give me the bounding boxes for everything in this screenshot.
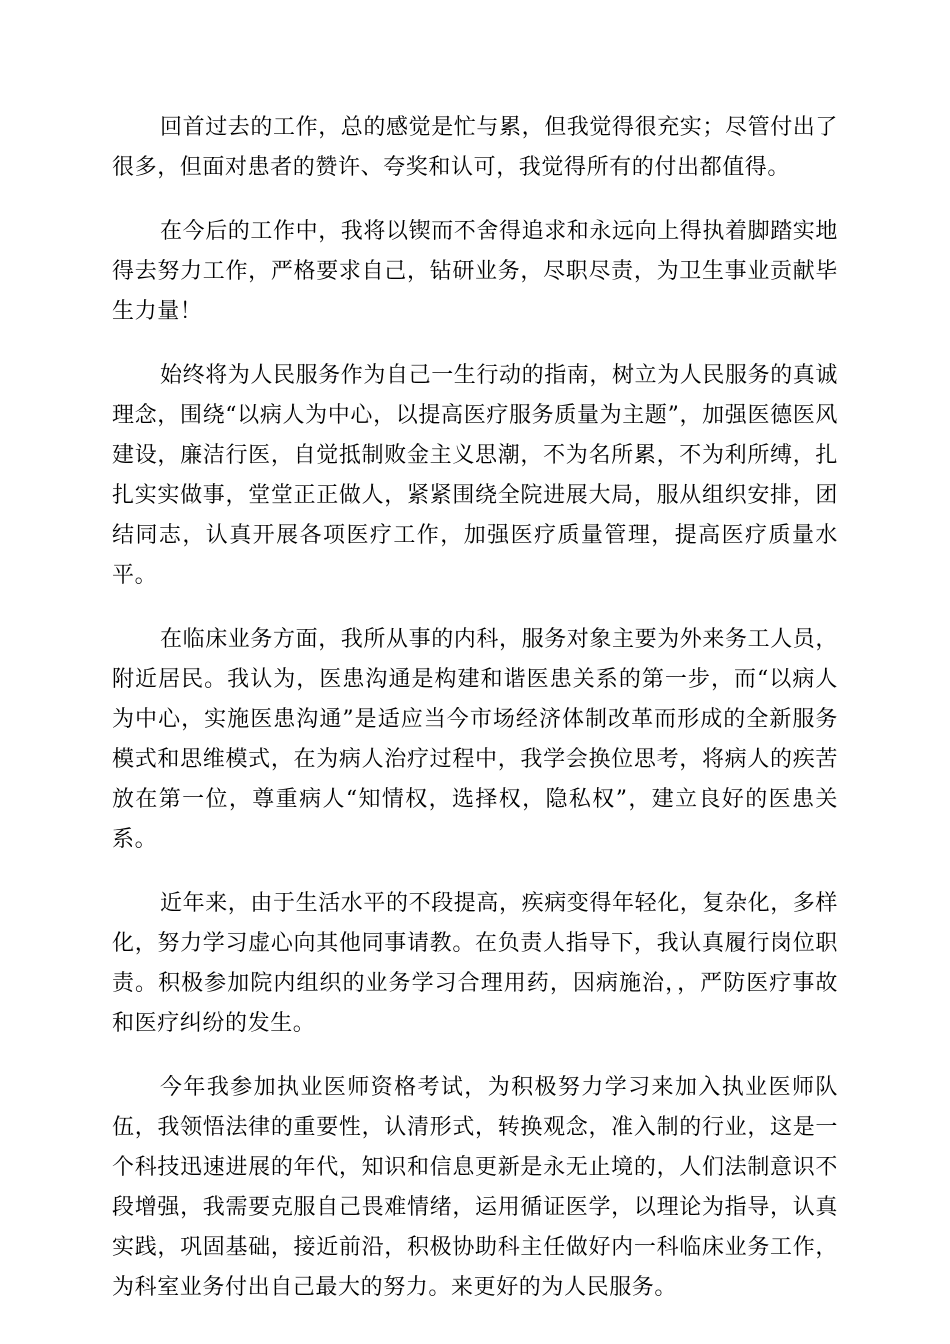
paragraph-4: 在临床业务方面，我所从事的内科，服务对象主要为外来务工人员，附近居民。我认为，医患沟通是构建和谐医患关系的第一步，而“以病人为中心，实施医患沟通”是适应当今市场经济体制改革而形成的全新服务模式和思维模式，在为病人治疗过程中，我学会换位思考，将病人的疾苦放在第一位，尊重病人“知情权，选择权，隐私权”，建立良好的医患关系。 [112,627,839,852]
paragraph-1: 回首过去的工作，总的感觉是忙与累，但我觉得很充实；尽管付出了很多，但面对患者的赞许、夸奖和认可，我觉得所有的付出都值得。 [112,115,839,180]
paragraph-6: 今年我参加执业医师资格考试，为积极努力学习来加入执业医师队伍，我领悟法律的重要性，认清形式，转换观念，准入制的行业，这是一个科技迅速进展的年代，知识和信息更新是永无止境的，人们法制意识不段增强，我需要克服自己畏难情绪，运用循证医学，以理论为指导，认真实践，巩固基础，接近前沿，积极协助科主任做好内一科临床业务工作，为科室业务付出自己最大的努力。来更好的为人民服务。 [112,1075,838,1300]
paragraph-2: 在今后的工作中，我将以锲而不舍得追求和永远向上得执着脚踏实地得去努力工作，严格要求自己，钻研业务，尽职尽责，为卫生事业贡献毕生力量！ [112,219,839,324]
paragraph-3: 始终将为人民服务作为自己一生行动的指南，树立为人民服务的真诚理念，围绕“以病人为中心，以提高医疗服务质量为主题”，加强医德医风建设，廉洁行医，自觉抵制败金主义思潮，不为名所累，不为利所缚，扎扎实实做事，堂堂正正做人，紧紧围绕全院进展大局，服从组织安排，团结同志，认真开展各项医疗工作，加强医疗质量管理，提高医疗质量水平。 [112,363,839,588]
paragraph-5: 近年来，由于生活水平的不段提高，疾病变得年轻化，复杂化，多样化，努力学习虚心向其他同事请教。在负责人指导下，我认真履行岗位职责。积极参加院内组织的业务学习合理用药，因病施治，，严防医疗事故和医疗纠纷的发生。 [112,891,839,1036]
document-page [112,108,838,1332]
